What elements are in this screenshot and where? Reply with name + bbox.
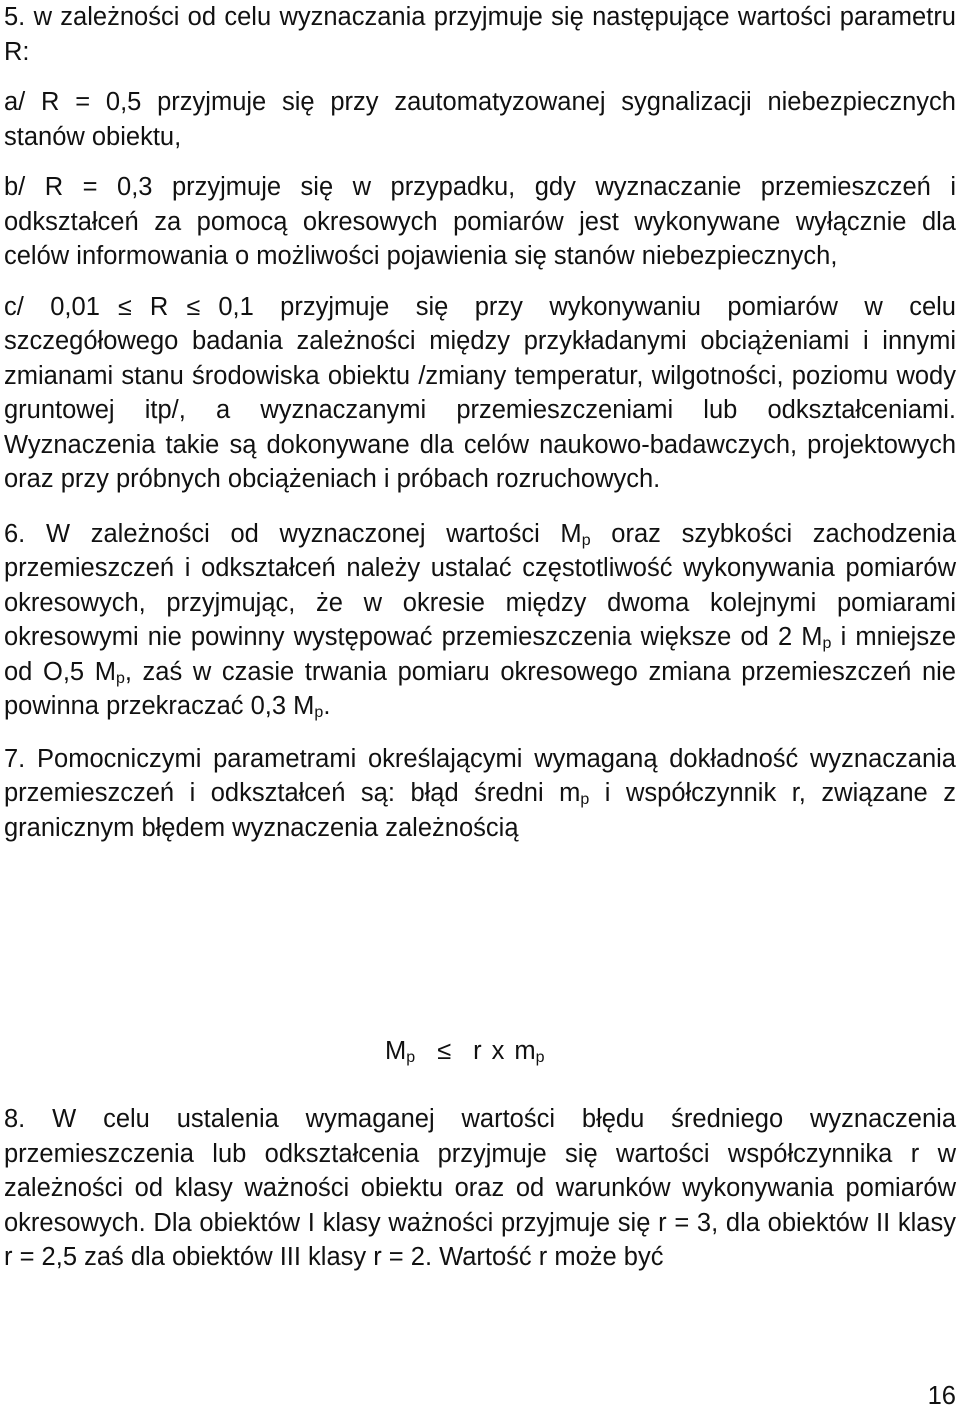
section-5-item-a: a/ R = 0,5 przyjmuje się przy zautomatyzowanej sygnalizacji niebezpiecznych stanów obiektu, [4, 88, 956, 151]
section-7 [4, 742, 956, 846]
section-6-part-2: oraz szybkości zachodzenia przemieszczeń i odkształceń należy ustalać częstotliwość wykonywania pomiarów okresowych, przyjmując, że w okresie między dwoma kolejnymi pomiarami okresowymi nie powinny występować przemieszczenia większe od 2 M [4, 519, 956, 651]
subscript-p: p [822, 635, 832, 652]
item-c-text: 0,1 przyjmuje się przy wykonywaniu pomiarów w celu szczegółowego badania zależności między przykładanymi obciążeniami i innymi zmianami stanu środowiska obiektu /zmiany temperatur, wilgotności, poziomu wody gruntowej itp/, a wyznaczanymi przemieszczeniami lub odkształceniami. Wyznaczenia takie są dokonywane dla celów naukowo-badawczych, projektowych oraz przy próbnych obciążeniach i próbach rozruchowych. [4, 292, 956, 493]
item-c-variable: R [149, 292, 169, 321]
section-7-part-2: i współczynnik r, związane z granicznym błędem wyznaczenia zależnością [4, 779, 956, 842]
section-5-item-c [4, 290, 956, 497]
subscript-p: p [115, 669, 125, 687]
section-6-part-4: , zaś w czasie trwania pomiaru okresowego zmiana przemieszczeń nie powinna przekraczać 0,3 M [4, 657, 956, 720]
formula-lhs: M [385, 1037, 407, 1065]
section-8-container [4, 1102, 956, 1275]
formula-m: m [514, 1037, 536, 1065]
less-equal-symbol: ≤ [118, 292, 132, 321]
item-c-prefix: c/ 0,01 [4, 292, 100, 321]
subscript-p: p [580, 791, 590, 808]
section-6-part-5: . [323, 692, 331, 720]
section-6-part-1: 6. W zależności od wyznaczonej wartości M [4, 519, 582, 548]
formula-mp-le-r-mp [385, 1034, 545, 1068]
less-equal-symbol: ≤ [186, 292, 201, 321]
section-6 [4, 517, 956, 724]
section-5-intro: 5. w zależności od celu wyznaczania przyjmuje się następujące wartości parametru R: [4, 3, 956, 66]
section-7-part-1: 7. Pomocniczymi parametrami określającymi wymaganą dokładność wyznaczania przemieszczeń i odkształceń są: błąd średni m [4, 744, 956, 807]
formula-lhs-subscript: p [406, 1049, 416, 1066]
section-8: 8. W celu ustalenia wymaganej wartości błędu średniego wyznaczenia przemieszczenia lub odkształcenia przyjmuje się wartości współczynnika r w zależności od klasy ważności obiektu oraz od warunków wykonywania pomiarów okresowych. Dla obiektów I klasy ważności przyjmuje się r = 3, dla obiektów II klasy r = 2,5 zaś dla obiektów III klasy r = 2. Wartość r może być [4, 1105, 956, 1271]
formula-r: r [473, 1037, 482, 1065]
formula-m-subscript: p [535, 1049, 545, 1066]
page-number: 16 [927, 1382, 956, 1410]
formula-times: x [491, 1037, 505, 1065]
formula-less-equal-symbol: ≤ [437, 1037, 452, 1065]
subscript-p: p [581, 531, 591, 549]
subscript-p: p [314, 704, 324, 721]
document-body [4, 0, 956, 845]
section-5-item-b: b/ R = 0,3 przyjmuje się w przypadku, gdy wyznaczanie przemieszczeń i odkształceń za pomocą okresowych pomiarów jest wykonywane wyłącznie dla celów informowania o możliwości pojawienia się stanów niebezpiecznych, [4, 173, 956, 270]
section-6-part-3: i mniejsze od O,5 M [4, 623, 957, 686]
